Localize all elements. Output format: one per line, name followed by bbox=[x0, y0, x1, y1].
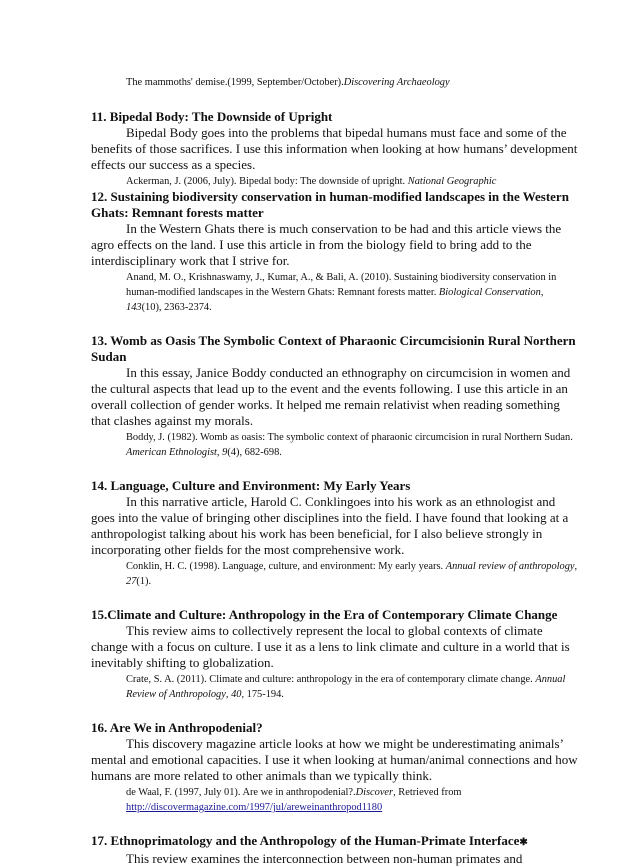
entry-summary: Bipedal Body goes into the problems that bipedal humans must face and some of the benefits of those sacrifices. I use this information when looking at how humans’ development effects our success as a species. bbox=[91, 125, 578, 172]
entry-16 bbox=[91, 720, 578, 815]
asterisk-icon: ✱ bbox=[519, 837, 528, 848]
entry-heading: 16. Are We in Anthropodenial? bbox=[91, 720, 263, 735]
entry-11 bbox=[91, 109, 578, 189]
entry-heading: 15.Climate and Culture: Anthropology in the Era of Contemporary Climate Change bbox=[91, 607, 558, 622]
entry-citation: Boddy, J. (1982). Womb as oasis: The symbolic context of pharaonic circumcision in rural Northern Sudan. American Ethnologist, 9(4), 682-698. bbox=[126, 432, 573, 458]
entry-summary: This review examines the interconnection between non-human primates and bbox=[126, 851, 523, 866]
entry-12 bbox=[91, 189, 578, 315]
entry-summary: In this narrative article, Harold C. Conklingoes into his work as an ethnologist and goes into the value of bringing other disciplines into the field. I have found that looking at a anthropologist talking about his work has been beneficial, for I also believe strongly in incorporating other fields for the most comprehensive work. bbox=[91, 494, 569, 557]
entry-citation: Conklin, H. C. (1998). Language, culture, and environment: My early years. Annual review of anthropology, 27(1). bbox=[126, 561, 578, 587]
entry-heading: 17. Ethnoprimatology and the Anthropology of the Human-Primate Interface✱ bbox=[91, 833, 528, 848]
entry-15 bbox=[91, 607, 578, 702]
entry-citation: Anand, M. O., Krishnaswamy, J., Kumar, A., & Bali, A. (2010). Sustaining biodiversity conservation in human-modified landscapes in the Western Ghats: Remnant forests matter. Biological Conservation, 143(10), 2363-2374. bbox=[126, 272, 557, 313]
top-citation: The mammoths' demise.(1999, September/October).Discovering Archaeology bbox=[126, 77, 450, 88]
entry-heading: 14. Language, Culture and Environment: My Early Years bbox=[91, 478, 411, 493]
entry-heading: 12. Sustaining biodiversity conservation in human-modified landscapes in the Western Ghats: Remnant forests matter bbox=[91, 189, 569, 220]
entry-citation: Crate, S. A. (2011). Climate and culture: anthropology in the era of contemporary climate change. Annual Review of Anthropology, 40, 175-194. bbox=[126, 674, 566, 700]
entry-summary: This review aims to collectively represent the local to global contexts of climate change with a focus on culture. I use it as a lens to link climate and culture in a world that is inevitably shifting to globalization. bbox=[91, 623, 570, 670]
entry-heading: 13. Womb as Oasis The Symbolic Context of Pharaonic Circumcisionin Rural Northern Sudan bbox=[91, 333, 576, 364]
citation-link[interactable]: http://discovermagazine.com/1997/jul/areweinanthropod1180 bbox=[126, 802, 383, 813]
entry-17 bbox=[91, 833, 578, 867]
entry-summary: This discovery magazine article looks at how we might be underestimating animals’ mental and emotional capacities. I use it when looking at human/animal connections and how humans are more related to other animals than we typically think. bbox=[91, 736, 578, 783]
entry-13 bbox=[91, 333, 578, 460]
entry-summary: In this essay, Janice Boddy conducted an ethnography on circumcision in women and the cultural aspects that lead up to the event and the events following. I use this article in an overall collection of gender works. It helped me remain relativist when reading something that clashes against my morals. bbox=[91, 365, 571, 428]
entry-summary: In the Western Ghats there is much conservation to be had and this article views the agro effects on the land. I use this article in from the biology field to bring add to the interdisciplinary work that I strive for. bbox=[91, 221, 562, 268]
entry-citation: de Waal, F. (1997, July 01). Are we in anthropodenial?.Discover, Retrieved from http://discovermagazine.com/1997/jul/areweinanthropod1180 bbox=[126, 787, 462, 813]
entry-citation: Ackerman, J. (2006, July). Bipedal body: The downside of upright. National Geographic bbox=[126, 176, 497, 187]
entry-14 bbox=[91, 478, 578, 589]
entry-heading: 11. Bipedal Body: The Downside of Upright bbox=[91, 109, 333, 124]
